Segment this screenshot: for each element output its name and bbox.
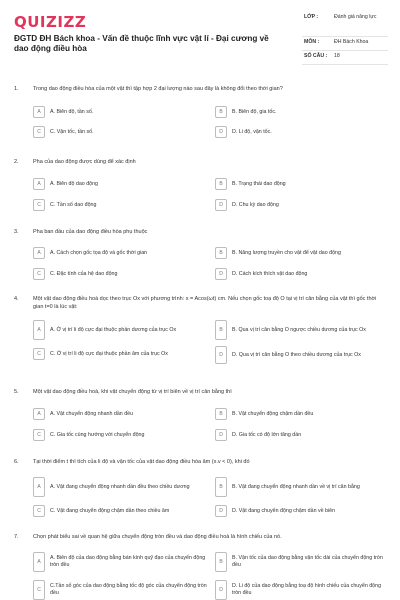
option-letter: D bbox=[215, 346, 227, 364]
option-letter: D bbox=[215, 268, 227, 280]
option-letter: D bbox=[215, 429, 227, 441]
option-letter: D bbox=[215, 126, 227, 138]
option-text: D. Vật đang chuyển động chậm dần về biên bbox=[232, 507, 336, 514]
option-letter: D bbox=[215, 505, 227, 517]
option-a[interactable] bbox=[33, 178, 208, 190]
option-a[interactable] bbox=[33, 320, 208, 340]
option-letter: A bbox=[33, 178, 45, 190]
option-c[interactable] bbox=[33, 429, 208, 441]
option-text: B. Biên độ, gia tốc. bbox=[232, 108, 277, 115]
question-number: 2. bbox=[14, 159, 19, 165]
option-letter: A bbox=[33, 552, 45, 572]
meta-row-count bbox=[302, 51, 388, 65]
meta-value: ĐH Bách Khoa bbox=[334, 39, 369, 45]
question-number: 6. bbox=[14, 459, 19, 465]
question-text: Trong dao động điều hòa của một vật thì tập hợp 2 đại lượng nào sau đây là không đổi theo thời gian? bbox=[33, 86, 283, 92]
question-number: 1. bbox=[14, 86, 19, 92]
meta-value: 18 bbox=[334, 53, 340, 59]
option-b[interactable] bbox=[215, 178, 390, 190]
meta-value: Đánh giá năng lực bbox=[334, 14, 377, 20]
option-letter: C bbox=[33, 429, 45, 441]
option-text: B. Trạng thái dao động bbox=[232, 180, 286, 187]
option-b[interactable] bbox=[215, 408, 390, 420]
option-letter: A bbox=[33, 408, 45, 420]
option-a[interactable] bbox=[33, 477, 208, 497]
question-number: 5. bbox=[14, 389, 19, 395]
option-c[interactable] bbox=[33, 199, 208, 211]
option-letter: B bbox=[215, 178, 227, 190]
option-b[interactable] bbox=[215, 320, 390, 340]
page-title: ĐGTD ĐH Bách khoa - Vấn đề thuộc lĩnh vực vật lí - Đại cương về dao động điều hòa bbox=[14, 34, 269, 53]
option-letter: C bbox=[33, 268, 45, 280]
question-text: Tại thời điểm t thì tích của li độ và vận tốc của vật dao động điều hòa âm (x.v < 0), khi đó bbox=[33, 459, 250, 465]
question-number: 3. bbox=[14, 229, 19, 235]
question-text: Pha của dao động được dùng để xác định bbox=[33, 159, 136, 165]
meta-row-subject bbox=[302, 37, 388, 51]
option-text: B. Năng lượng truyền cho vật để vật dao động bbox=[232, 249, 341, 256]
option-text: C. Vật đang chuyển động chậm dần theo chiều âm bbox=[50, 507, 170, 514]
option-d[interactable] bbox=[215, 199, 390, 211]
option-letter: C bbox=[33, 505, 45, 517]
option-letter: C bbox=[33, 348, 45, 360]
option-a[interactable] bbox=[33, 552, 208, 572]
option-letter: B bbox=[215, 552, 227, 572]
option-letter: A bbox=[33, 247, 45, 259]
option-a[interactable] bbox=[33, 106, 208, 118]
option-letter: C bbox=[33, 199, 45, 211]
question-text: Một vật dao động điều hoà dọc theo trục Ox với phương trình: x = Acos(ωt) cm. Nếu chọn gốc toạ độ O tại vị trí cân bằng của vật thì gốc thời gian t=0 là lúc vật: bbox=[33, 296, 377, 310]
option-letter: A bbox=[33, 106, 45, 118]
question-number: 7. bbox=[14, 534, 19, 540]
option-text: A. Vật đang chuyển động nhanh dần đều theo chiều dương bbox=[50, 483, 190, 490]
option-letter: D bbox=[215, 199, 227, 211]
option-d[interactable] bbox=[215, 126, 390, 138]
option-text: A. Biên độ của dao động bằng bán kính quỹ đạo của chuyển động tròn đều bbox=[50, 555, 206, 568]
option-b[interactable] bbox=[215, 106, 390, 118]
meta-label: LỚP : bbox=[304, 14, 319, 20]
option-text: C.Tần số góc của dao động bằng tốc độ góc của chuyển động tròn đều bbox=[50, 583, 207, 596]
option-text: D. Cách kích thích vật dao động bbox=[232, 270, 308, 277]
option-d[interactable] bbox=[215, 268, 390, 280]
option-a[interactable] bbox=[33, 247, 208, 259]
meta-label: SỐ CÂU : bbox=[304, 53, 328, 59]
question-text: Chọn phát biểu sai về quan hệ giữa chuyển động tròn đều và dao động điều hoà là hình chiếu của nó. bbox=[33, 534, 282, 540]
option-text: C. Gia tốc cùng hướng với chuyển động bbox=[50, 431, 145, 438]
worksheet-header bbox=[0, 0, 400, 72]
option-b[interactable] bbox=[215, 477, 390, 497]
meta-row-class bbox=[302, 12, 388, 37]
option-text: C. Tần số dao động bbox=[50, 201, 97, 208]
option-text: B. Vận tốc của dao động bằng vận tốc dài của chuyển động tròn đều bbox=[232, 555, 383, 568]
option-text: A. Cách chọn gốc tọa độ và gốc thời gian bbox=[50, 249, 148, 256]
option-b[interactable] bbox=[215, 552, 390, 572]
meta-table bbox=[302, 12, 388, 65]
option-letter: A bbox=[33, 320, 45, 340]
option-text: C. Ở vị trí li độ cực đại thuộc phần âm của trục Ox bbox=[50, 350, 168, 357]
quizizz-logo: QUIZIZZ bbox=[14, 13, 87, 31]
option-letter: D bbox=[215, 580, 227, 600]
option-letter: B bbox=[215, 106, 227, 118]
option-b[interactable] bbox=[215, 247, 390, 259]
option-d[interactable] bbox=[215, 580, 390, 600]
option-letter: B bbox=[215, 320, 227, 340]
option-c[interactable] bbox=[33, 126, 208, 138]
option-c[interactable] bbox=[33, 268, 208, 280]
option-letter: A bbox=[33, 477, 45, 497]
question-text: Một vật dao động điều hoà, khi vật chuyển động từ vị trí biên về vị trí cân bằng thì bbox=[33, 389, 232, 395]
option-text: B. Vật chuyển động chậm dần đều bbox=[232, 410, 314, 417]
option-c[interactable] bbox=[33, 580, 208, 600]
option-letter: B bbox=[215, 247, 227, 259]
option-d[interactable] bbox=[215, 346, 390, 364]
option-text: D. Qua vị trí cân bằng O theo chiều dương của trục Ox bbox=[232, 351, 361, 358]
option-letter: C bbox=[33, 580, 45, 600]
option-text: A. Biên độ, tần số. bbox=[50, 108, 94, 115]
option-text: C. Đặc tính của hệ dao động bbox=[50, 270, 118, 277]
option-c[interactable] bbox=[33, 505, 208, 517]
option-text: B. Vật đang chuyển động nhanh dần về vị trí cân bằng bbox=[232, 483, 360, 490]
option-d[interactable] bbox=[215, 505, 390, 517]
option-letter: C bbox=[33, 126, 45, 138]
option-a[interactable] bbox=[33, 408, 208, 420]
option-text: B. Qua vị trí cân bằng O ngược chiều dương của trục Ox bbox=[232, 326, 366, 333]
option-letter: B bbox=[215, 477, 227, 497]
meta-label: MÔN : bbox=[304, 39, 320, 45]
option-d[interactable] bbox=[215, 429, 390, 441]
option-letter: B bbox=[215, 408, 227, 420]
option-text: D. Gia tốc có độ lớn tăng dần bbox=[232, 431, 302, 438]
option-text: D. Li độ, vận tốc. bbox=[232, 128, 272, 135]
option-text: D. Chu kỳ dao động bbox=[232, 201, 279, 208]
option-text: A. Biên độ dao động bbox=[50, 180, 99, 187]
question-number: 4. bbox=[14, 296, 19, 302]
option-text: A. Ở vị trí li độ cực đại thuộc phần dương của trục Ox bbox=[50, 326, 177, 333]
option-text: C. Vận tốc, tần số. bbox=[50, 128, 94, 135]
option-text: D. Li độ của dao động bằng toạ độ hình chiếu của chuyển động tròn đều bbox=[232, 583, 382, 596]
question-text: Pha ban đầu của dao động điều hòa phụ thuộc bbox=[33, 229, 148, 235]
option-text: A. Vật chuyển động nhanh dần đều bbox=[50, 410, 134, 417]
option-c[interactable] bbox=[33, 348, 208, 360]
